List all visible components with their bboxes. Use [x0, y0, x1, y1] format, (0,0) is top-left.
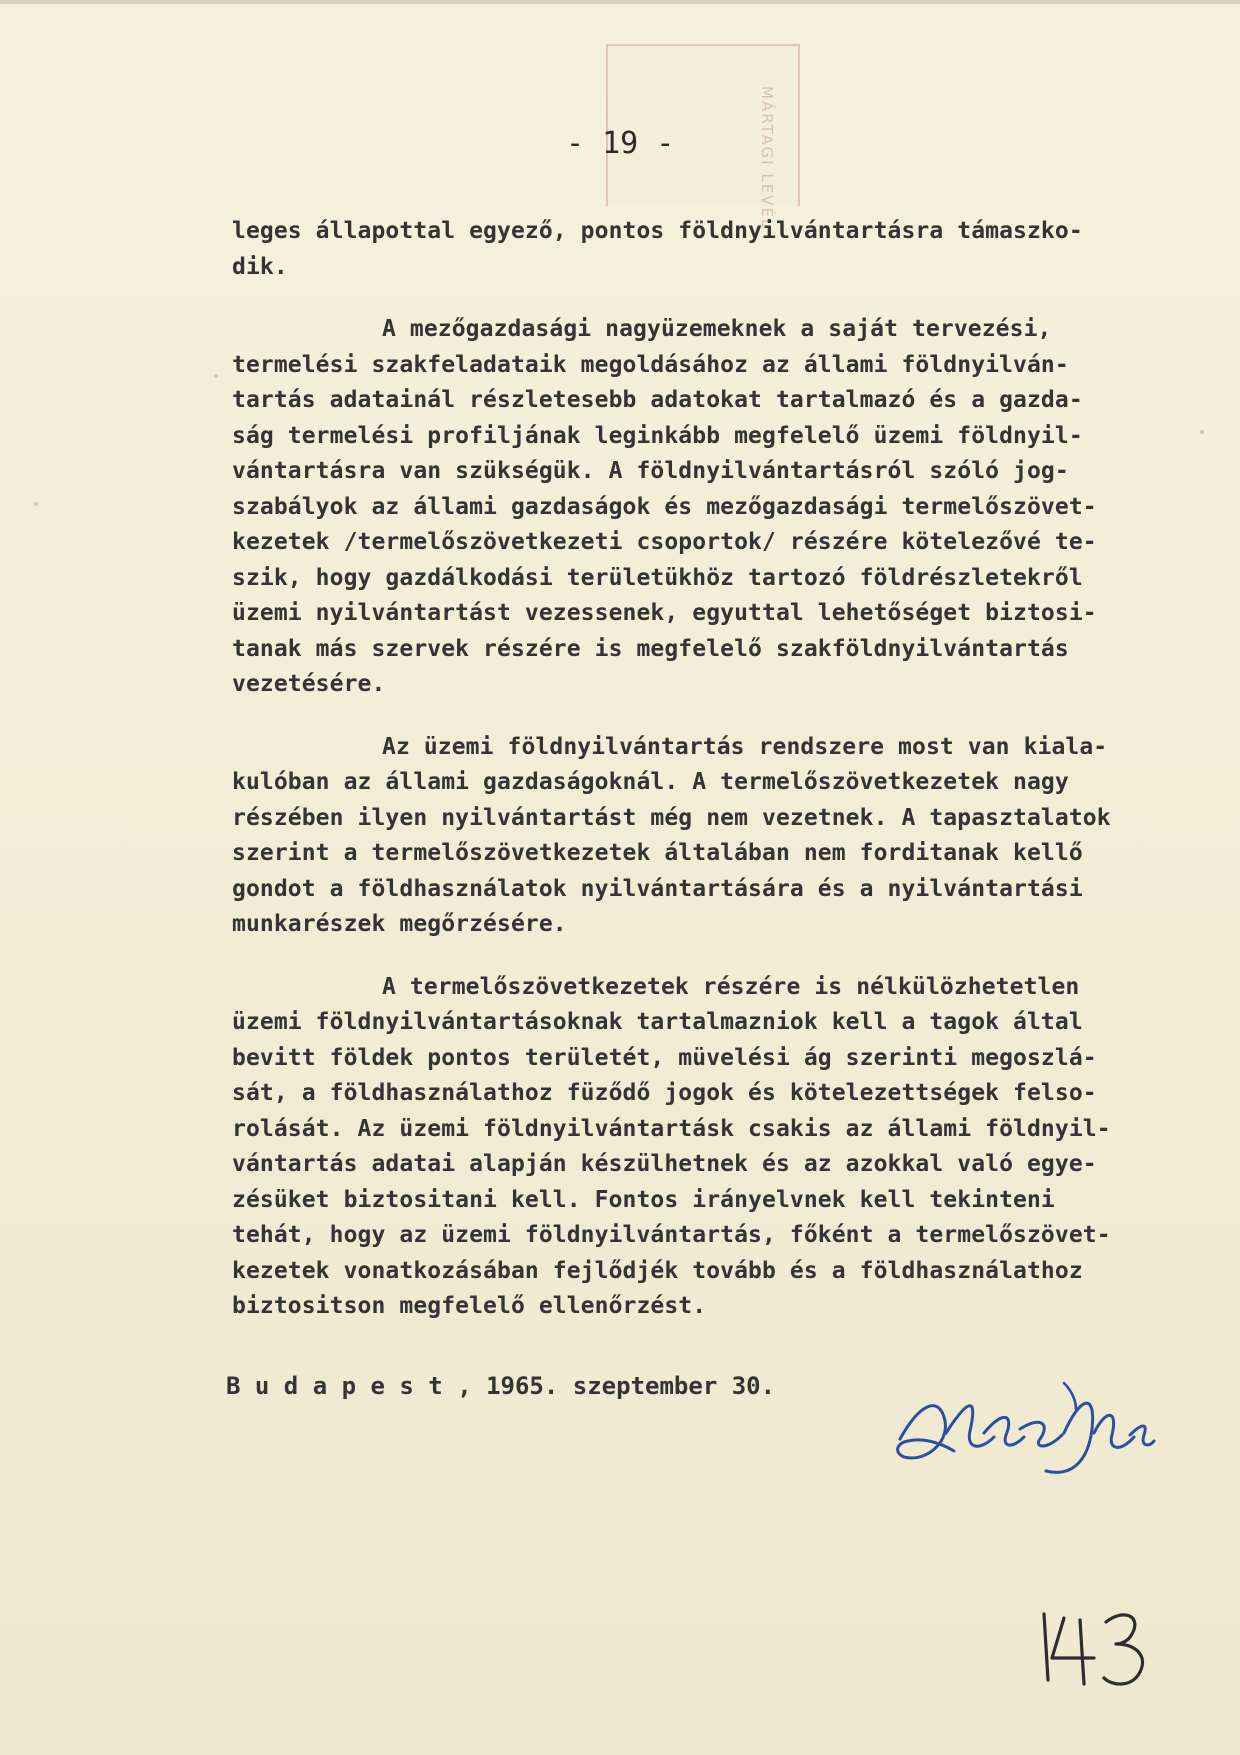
body-line-15: kulóban az állami gazdaságoknál. A termelőszövetkezetek nagy: [232, 769, 1069, 795]
body-line-4: termelési szakfeladataik megoldásához az állami földnyilván-: [232, 351, 1069, 378]
body-line-7: vántartásra van szükségük. A földnyilvántartásról szóló jog-: [232, 458, 1069, 484]
paragraph-gap: [232, 943, 1192, 970]
body-line-2: dik.: [232, 253, 288, 280]
body-line-23: sát, a földhasználathoz füződő jogok és kötelezettségek felso-: [232, 1080, 1097, 1106]
paper-speck: [34, 502, 38, 506]
body-line-21: üzemi földnyilvántartásoknak tartalmazniok kell a tagok által: [232, 1009, 1083, 1035]
body-line-24: rolását. Az üzemi földnyilvántartásk csakis az állami földnyil-: [232, 1115, 1111, 1142]
paragraph-gap: [232, 703, 1192, 730]
document-body: [232, 214, 1192, 1325]
body-line-6: ság termelési profiljának leginkább megfelelő üzemi földnyil-: [232, 422, 1083, 449]
body-line-17: szerint a termelőszövetkezetek általában nem forditanak kellő: [232, 840, 1083, 866]
body-line-14: Az üzemi földnyilvántartás rendszere most van kiala-: [382, 733, 1108, 760]
body-line-27: tehát, hogy az üzemi földnyilvántartás, főként a termelőszövet-: [232, 1222, 1111, 1248]
paper-speck: [214, 374, 218, 378]
dateline: B u d a p e s t , 1965. szeptember 30.: [226, 1372, 776, 1400]
body-line-25: vántartás adatai alapján készülhetnek és az azokkal való egye-: [232, 1151, 1097, 1177]
body-line-1: leges állapottal egyező, pontos földnyilvántartásra támaszko-: [232, 218, 1083, 244]
body-line-28: kezetek vonatkozásában fejlődjék tovább és a földhasználathoz: [232, 1257, 1083, 1284]
body-line-26: zésüket biztositani kell. Fontos irányelvnek kell tekinteni: [232, 1186, 1055, 1213]
paragraph-gap: [232, 285, 1192, 312]
archive-stamp-mark: MÁRTAGI LEVÉL: [758, 86, 776, 230]
body-line-19: munkarészek megőrzésére.: [232, 911, 567, 937]
body-line-8: szabályok az állami gazdaságok és mezőgazdasági termelőszövet-: [232, 493, 1097, 520]
body-line-9: kezetek /termelőszövetkezeti csoportok/ részére kötelezővé te-: [232, 529, 1097, 555]
body-line-13: vezetésére.: [232, 671, 386, 697]
body-line-29: biztositson megfelelő ellenőrzést.: [232, 1293, 707, 1319]
body-line-12: tanak más szervek részére is megfelelő szakföldnyilvántartás: [232, 635, 1069, 662]
handwritten-page-number: [1032, 1600, 1152, 1690]
page-number: - 19 -: [566, 126, 675, 161]
paper-top-edge: [0, 0, 1240, 4]
body-line-18: gondot a földhasználatok nyilvántartására és a nyilvántartási: [232, 875, 1083, 902]
paper-speck: [1200, 430, 1204, 434]
body-line-10: szik, hogy gazdálkodási területükhöz tartozó földrészletekről: [232, 564, 1083, 591]
body-line-11: üzemi nyilvántartást vezessenek, egyuttal lehetőséget biztosi-: [232, 600, 1097, 626]
signature: [886, 1375, 1156, 1485]
body-line-3: A mezőgazdasági nagyüzemeknek a saját tervezési,: [382, 316, 1052, 342]
body-line-5: tartás adatainál részletesebb adatokat tartalmazó és a gazda-: [232, 387, 1083, 413]
body-line-20: A termelőszövetkezetek részére is nélkülözhetetlen: [382, 973, 1080, 1000]
body-line-16: részében ilyen nyilvántartást még nem vezetnek. A tapasztalatok: [232, 804, 1111, 831]
body-line-22: bevitt földek pontos területét, müvelési ág szerinti megoszlá-: [232, 1044, 1097, 1071]
